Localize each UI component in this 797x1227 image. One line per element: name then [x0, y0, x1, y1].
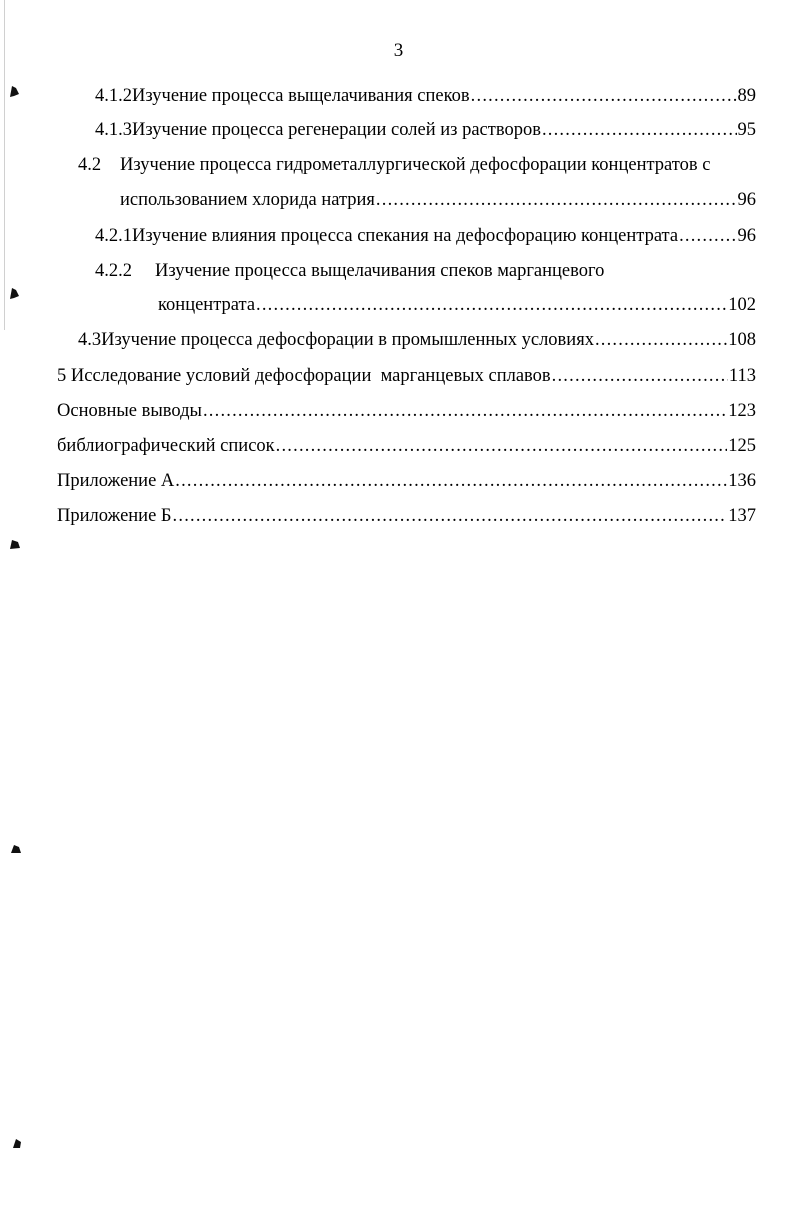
dot-leader — [203, 399, 727, 423]
toc-entry — [95, 118, 756, 142]
toc-entry-title: использованием хлорида натрия — [120, 190, 375, 210]
toc-entry-title: Изучение процесса выщелачивания спеков марганцевого — [155, 261, 605, 281]
toc-entry-page: 137 — [728, 506, 756, 526]
toc-entry-title: библиографический список — [57, 436, 275, 456]
toc-entry-number: 4.2.1 — [95, 226, 132, 246]
toc-entry-number: 4.1.3 — [95, 120, 132, 140]
scan-artifact-mark — [8, 84, 20, 98]
dot-leader — [173, 504, 728, 528]
toc-entry-page: 96 — [737, 190, 756, 210]
toc-entry-title: Приложение А — [57, 471, 175, 491]
toc-entry-continuation — [158, 293, 756, 317]
toc-entry-title: Изучение процесса выщелачивания спеков — [132, 86, 470, 106]
toc-entry — [57, 504, 756, 528]
toc-entry — [95, 224, 756, 248]
toc-entry — [57, 434, 756, 458]
toc-entry — [95, 259, 604, 283]
toc-entry-page: 125 — [728, 436, 756, 456]
scan-artifact-mark — [9, 537, 21, 551]
dot-leader — [376, 188, 737, 212]
toc-entry — [57, 364, 756, 388]
toc-entry-page: 102 — [728, 295, 756, 315]
toc-entry-number: 4.3 — [78, 330, 102, 350]
toc-entry — [78, 153, 710, 177]
toc-entry-title: Изучение процесса гидрометаллургической дефосфорации концентратов с — [120, 155, 711, 175]
toc-entry-title: 5 Исследование условий дефосфорации марганцевых сплавов — [57, 366, 551, 386]
dot-leader — [679, 224, 736, 248]
toc-entry-continuation — [120, 188, 756, 212]
toc-entry-title: Приложение Б — [57, 506, 172, 526]
toc-entry-page: 113 — [728, 366, 756, 386]
toc-entry-page: 108 — [728, 330, 756, 350]
dot-leader — [256, 293, 727, 317]
scan-artifact-mark — [8, 286, 20, 300]
toc-entry-page: 89 — [737, 86, 756, 106]
toc-entry-title: Основные выводы — [57, 401, 202, 421]
toc-entry — [95, 84, 756, 108]
toc-entry-title: Изучение процесса регенерации солей из растворов — [132, 120, 541, 140]
toc-entry-title: Изучение влияния процесса спекания на дефосфорацию концентрата — [132, 226, 679, 246]
dot-leader — [175, 469, 727, 493]
dot-leader — [471, 84, 737, 108]
scan-artifact-mark — [11, 1136, 23, 1150]
toc-entry-title: концентрата — [158, 295, 256, 315]
toc-entry-page: 123 — [728, 401, 756, 421]
toc-entry-number: 4.2 — [78, 155, 102, 175]
dot-leader — [276, 434, 728, 458]
toc-entry — [78, 328, 756, 352]
toc-entry-page: 136 — [728, 471, 756, 491]
toc-entry-number: 4.2.2 — [95, 261, 132, 281]
dot-leader — [542, 118, 737, 142]
dot-leader — [595, 328, 727, 352]
toc-entry — [57, 399, 756, 423]
toc-entry-title: Изучение процесса дефосфорации в промышленных условиях — [101, 330, 594, 350]
scan-artifact-mark — [10, 841, 22, 855]
toc-entry — [57, 469, 756, 493]
toc-entry-page: 96 — [737, 226, 756, 246]
toc-entry-page: 95 — [737, 120, 756, 140]
dot-leader — [552, 364, 728, 388]
toc-entry-number: 4.1.2 — [95, 86, 132, 106]
page-number: 3 — [393, 40, 404, 61]
